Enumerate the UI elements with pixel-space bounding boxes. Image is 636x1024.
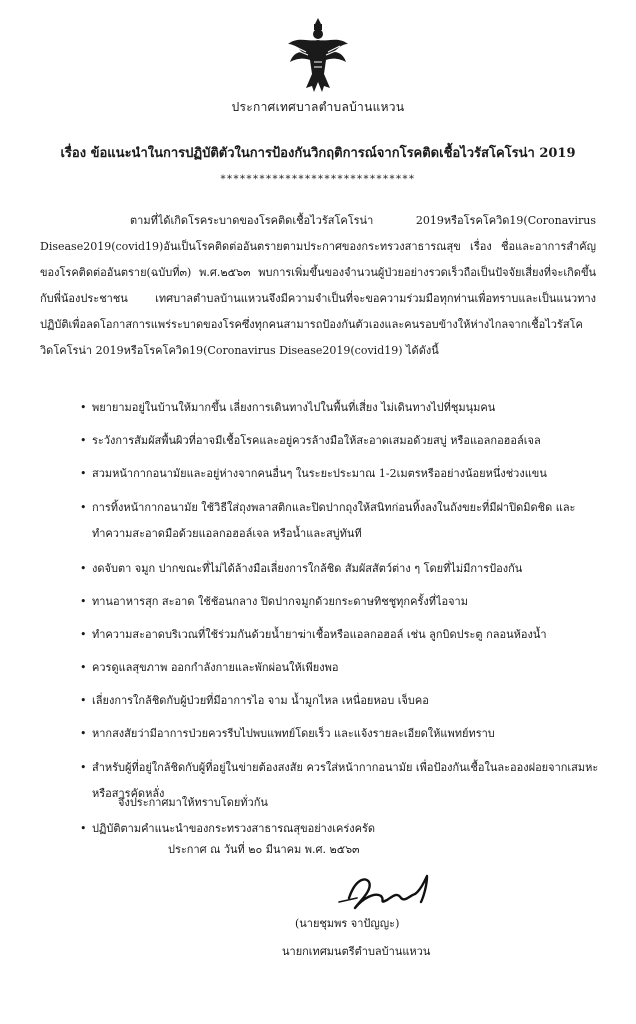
list-item: • หากสงสัยว่ามีอาการป่วยควรรีบไปพบแพทย์โดยเร็ว และแจ้งรายละเอียดให้แพทย์ทราบ	[82, 722, 602, 745]
list-item: • ระวังการสัมผัสพื้นผิวที่อาจมีเชื้อโรคและอยู่ควรล้างมือให้สะอาดเสมอด้วยสบู่ หรือแอลกอฮอล์เจล	[82, 429, 602, 452]
subject-text: ข้อแนะนำในการปฏิบัติตัวในการป้องกันวิกฤติการณ์จากโรคติดเชื้อไวรัสโคโรน่า 2019	[90, 146, 576, 161]
intro-text: ตามที่ได้เกิดโรคระบาดของโรคติดเชื้อไวรัสโคโรน่า 2019หรือโรคโควิด19(Coronavirus Disease2019(covid19)อันเป็นโรคติดต่ออันตรายตามประกาศของกระทรวงสาธารณสุข เรื่อง ชื่อและอาการสำคัญของโรคติดต่ออันตราย(ฉบับที่๓) พ.ศ.๒๕๖๓ พบการเพิ่มขึ้นของจำนวนผู้ป่วยอย่างรวดเร็วถือเป็นปัจจัยเสี่ยงที่จะเกิดขึ้นกับพี่น้องประชาชน เทศบาลตำบลบ้านแหวนจึงมีความจำเป็นที่จะขอความร่วมมือทุกท่านเพื่อทราบและเป็นแนวทางปฏิบัติเพื่อลดโอกาสการแพร่ระบาดของโรคซึ่งทุกคนสามารถป้องกันตัวเองและคนรอบข้างให้ห่างไกลจากเชื้อไวรัสโควิดโคโรน่า 2019หรือโรคโควิด19(Coronavirus Disease2019(covid19) ได้ดังนี้	[40, 214, 596, 357]
issuer-heading: ประกาศเทศบาลตำบลบ้านแหวน	[231, 100, 405, 114]
list-item: • เลี่ยงการใกล้ชิดกับผู้ป่วยที่มีอาการไอ จาม น้ำมูกไหล เหนื่อยหอบ เจ็บคอ	[82, 689, 602, 712]
subject-line	[40, 142, 596, 163]
list-item: • ทำความสะอาดบริเวณที่ใช้ร่วมกันด้วยน้ำยาฆ่าเชื้อหรือแอลกอฮอล์ เช่น ลูกบิดประตู กลอนห้องน้ำ	[82, 623, 602, 646]
list-item: • สวมหน้ากากอนามัยและอยู่ห่างจากคนอื่นๆ ในระยะประมาณ 1-2เมตรหรืออย่างน้อยหนึ่งช่วงแขน	[82, 462, 602, 485]
list-item: • ควรดูแลสุขภาพ ออกกำลังกายและพักผ่อนให้เพียงพอ	[82, 656, 602, 679]
list-item: • ทานอาหารสุก สะอาด ใช้ช้อนกลาง ปิดปากจมูกด้วยกระดาษทิชชูทุกครั้งที่ไอจาม	[82, 590, 602, 613]
list-item: • งดจับตา จมูก ปากขณะที่ไม่ได้ล้างมือเลี่ยงการใกล้ชิด สัมผัสสัตว์ต่าง ๆ โดยที่ไม่มีการป้องกัน	[82, 557, 602, 580]
list-item: • ปฏิบัติตามคำแนะนำของกระทรวงสาธารณสุขอย่างเคร่งครัด	[82, 817, 602, 840]
list-item: • สำหรับผู้ที่อยู่ใกล้ชิดกับผู้ที่อยู่ในข่ายต้องสงสัย ควรใส่หน้ากากอนามัย เพื่อป้องกันเชื้อในละอองฝอยจากเสมหะหรือสารคัดหลั่ง	[82, 755, 602, 807]
intro-paragraph	[40, 208, 596, 364]
garuda-emblem-icon	[284, 14, 352, 94]
signer-title: นายกเทศมนตรีตำบลบ้านแหวน	[282, 945, 431, 958]
list-item: • พยายามอยู่ในบ้านให้มากขึ้น เลี่ยงการเดินทางไปในพื้นที่เสี่ยง ไม่เดินทางไปที่ชุมนุมคน	[82, 396, 602, 419]
star-divider: ******************************	[220, 174, 416, 185]
announcement-date: ประกาศ ณ วันที่ ๒๐ มีนาคม พ.ศ. ๒๕๖๓	[168, 843, 360, 856]
measures-list	[82, 396, 602, 850]
list-item: • การทิ้งหน้ากากอนามัย ใช้วิธีใส่ถุงพลาสติกและปิดปากถุงให้สนิทก่อนทิ้งลงในถังขยะที่มีฝาปิดมิดชิด และทำความสะอาดมือด้วยแอลกอฮอล์เจล หรือน้ำและสบู่ทันที	[82, 495, 602, 547]
closing-line: จึงประกาศมาให้ทราบโดยทั่วกัน	[118, 796, 268, 809]
signer-name: (นายชุมพร จาปัญญะ)	[295, 917, 400, 930]
subject-label: เรื่อง	[60, 146, 87, 161]
signature-icon	[335, 868, 445, 916]
